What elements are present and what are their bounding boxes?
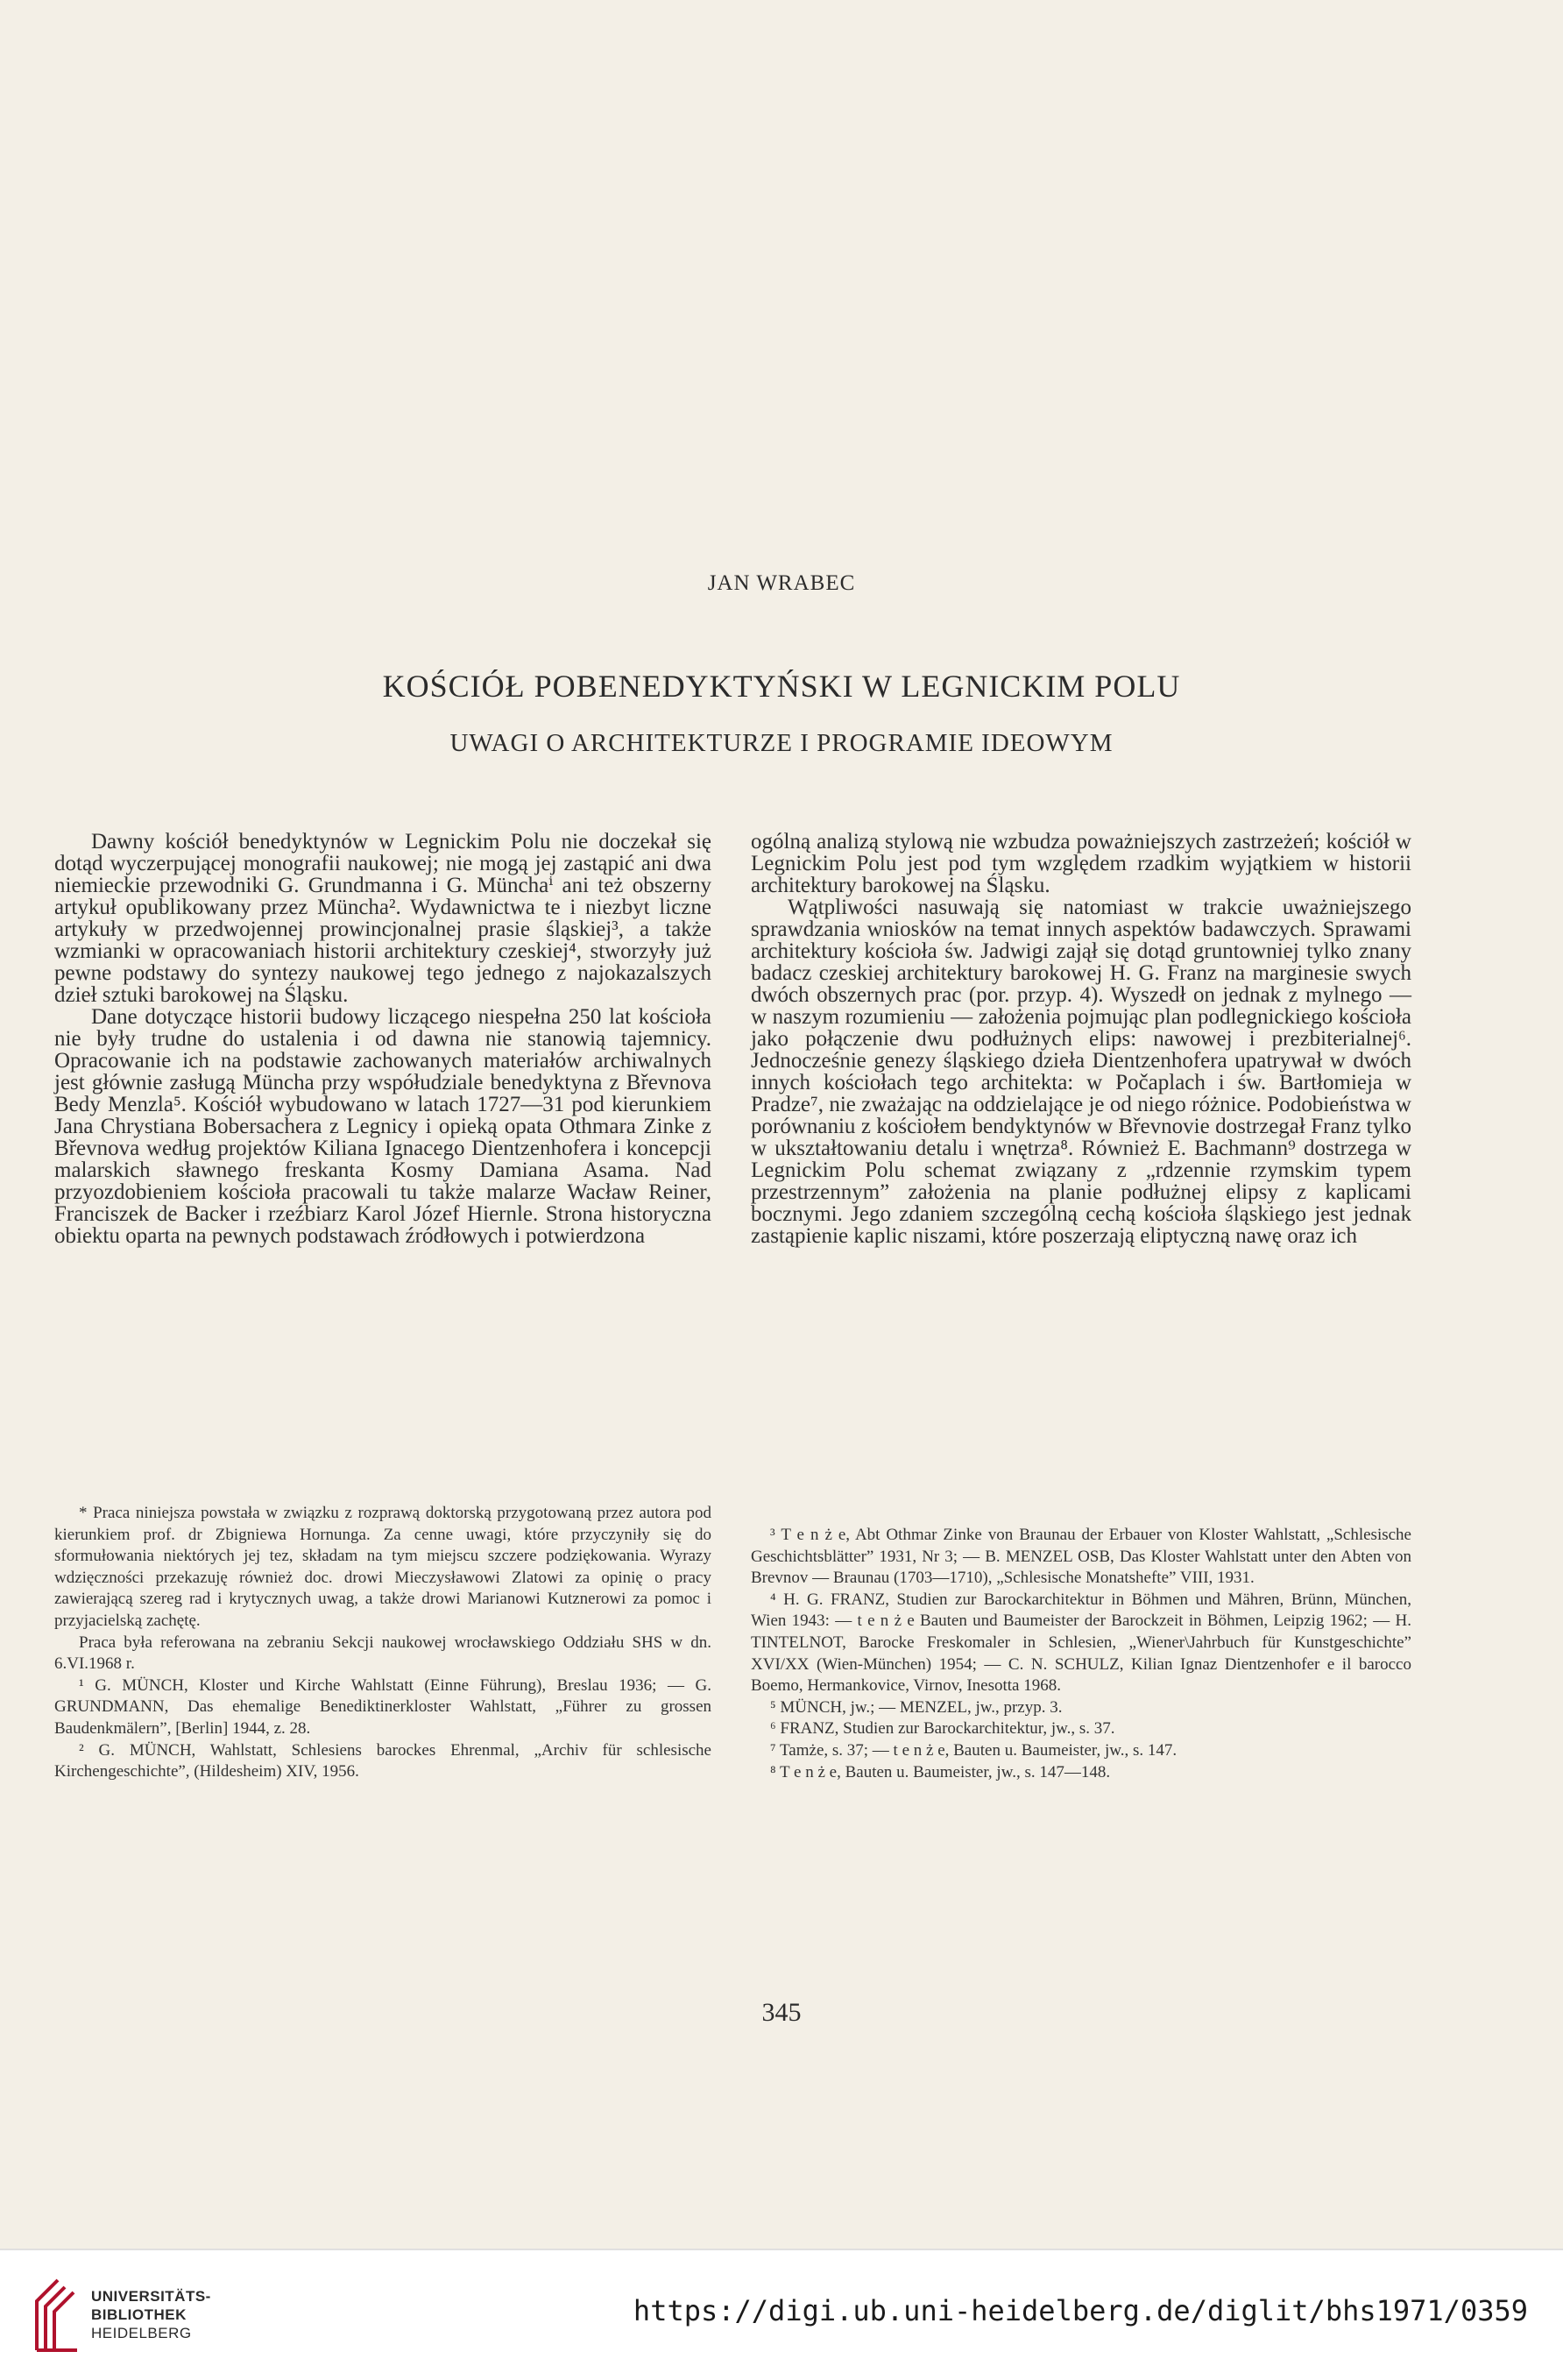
body-paragraph: Dawny kościół benedyktynów w Legnickim Polu nie doczekał się dotąd wyczerpującej monografii naukowej; nie mogą jej zastąpić ani dwa niemieckie przewodniki G. Grundmanna i G. Münchaⁱ ani też obszerny artykuł opublikowany przez Müncha². Wydawnictwa te i niezbyt liczne artykuły w przedwojennej prowincjonalnej prasie śląskiej³, a także wzmianki w opracowaniach historii architektury czeskiej⁴, stworzyły już pewne podstawy do syntezy naukowej tego jednego z najokazalszych dzieł sztuki barokowej na Śląsku. <box>54 830 711 1007</box>
footnote: * Praca niniejsza powstała w związku z rozprawą doktorską przygotowaną przez autora pod kierunkiem prof. dr Zbigniewa Hornunga. Za cenne uwagi, które przyczyniły się do sformułowania niektórych jej tez, składam na tym miejscu szczere podziękowania. Wyrazy wdzięczności przekazuję również doc. drowi Mieczysławowi Zlatowi za opinię o pracy zawierającą szereg rad i krytycznych uwag, a także drowi Marianowi Kutznerowi za pomoc i przyjacielską zachętę. <box>54 1504 711 1630</box>
footnote: ⁶ FRANZ, Studien zur Barockarchitektur, jw., s. 37. <box>770 1719 1115 1739</box>
footnotes-left <box>54 1503 711 1783</box>
body-paragraph: Dane dotyczące historii budowy liczącego niespełna 250 lat kościoła nie były trudne do ustalenia i od dawna nie stanowią tajemnicy. Opracowanie ich na podstawie zachowanych materiałów archiwalnych jest głównie zasługą Müncha przy współudziale benedyktyna z Břevnova Bedy Menzla⁵. Kościół wybudowano w latach 1727—31 pod kierunkiem Jana Chrystiana Bobersachera z Legnicy i opieką opata Othmara Zinke z Břevnova według projektów Kiliana Ignacego Dientzenhofera i koncepcji malarskich sławnego freskanta Kosmy Damiana Asama. Nad przyozdobieniem kościoła pracowali tu także malarze Wacław Reiner, Franciszek de Backer i rzeźbiarz Karol Józef Hiernle. Strona historyczna obiektu oparta na pewnych podstawach źródłowych i potwierdzona <box>54 1005 711 1248</box>
library-name-line: UNIVERSITÄTS- <box>91 2288 211 2305</box>
body-column-left <box>54 831 711 1247</box>
footnote: ² G. MÜNCH, Wahlstatt, Schlesiens barockes Ehrenmal, „Archiv für schlesische Kirchengeschichte”, (Hildesheim) XIV, 1956. <box>54 1740 711 1781</box>
footnote: ³ T e n ż e, Abt Othmar Zinke von Braunau der Erbauer von Kloster Wahlstatt, „Schlesische Geschichtsblätter” 1931, Nr 3; — B. MENZEL OSB, Das Kloster Wahlstatt unter den Abten von Brevnov — Braunau (1703—1710), „Schlesische Monatshefte” VIII, 1931. <box>751 1526 1411 1588</box>
library-name-line: HEIDELBERG <box>91 2325 192 2341</box>
body-column-right <box>751 831 1411 1247</box>
footnote: ⁷ Tamże, s. 37; — t e n ż e, Bauten u. Baumeister, jw., s. 147. <box>770 1740 1178 1760</box>
article-title: KOŚCIÓŁ POBENEDYKTYŃSKI W LEGNICKIM POLU <box>382 669 1181 704</box>
library-logo-icon <box>32 2277 82 2354</box>
viewer-footer <box>0 2249 1563 2380</box>
footnotes-right <box>751 1525 1411 1783</box>
footnote: Praca była referowana na zebraniu Sekcji naukowej wrocławskiego Oddziału SHS w dn. 6.VI.1968 r. <box>54 1633 711 1674</box>
author-name: JAN WRABEC <box>707 571 856 595</box>
article-subtitle: UWAGI O ARCHITEKTURZE I PROGRAMIE IDEOWYM <box>449 729 1114 757</box>
footnote: ⁴ H. G. FRANZ, Studien zur Barockarchitektur in Böhmen und Mähren, Brünn, München, Wien 1943: — t e n ż e Bauten und Baumeister der Barockzeit in Böhmen, Leipzig 1962; — H. TINTELNOT, Barocke Freskomaler in Schlesien, „Wiener\Jahrbuch für Kunstgeschichte” XVI/XX (Wien-München) 1954; — C. N. SCHULZ, Kilian Ignaz Dientzenhofer e il barocco Boemo, Hermankovice, Virnov, Inesotta 1968. <box>751 1590 1411 1696</box>
library-name <box>91 2287 211 2342</box>
body-paragraph: ogólną analizą stylową nie wzbudza poważniejszych zastrzeżeń; kościół w Legnickim Polu jest pod tym względem rzadkim wyjątkiem w historii architektury barokowej na Śląsku. <box>751 830 1411 897</box>
footnote: ⁵ MÜNCH, jw.; — MENZEL, jw., przyp. 3. <box>770 1697 1063 1717</box>
body-paragraph: Wątpliwości nasuwają się natomiast w trakcie uważniejszego sprawdzania wniosków na temat innych aspektów badawczych. Sprawami architektury kościoła św. Jadwigi zajął się dotąd gruntowniej tylko znany badacz czeskiej architektury barokowej H. G. Franz na marginesie swych dwóch obszernych prac (por. przyp. 4). Wyszedł on jednak z mylnego — w naszym rozumieniu — założenia pojmując plan podlegnickiego kościoła jako połączenie dwu podłużnych elips: nawowej i prezbiterialnej⁶. Jednocześnie genezy śląskiego dzieła Dientzenhofera upatrywał w dwóch innych kościołach tego architekta: w Počaplach i św. Bartłomieja w Pradze⁷, nie zważając na oddzielające je od niego różnice. Podobieństwa w porównaniu z kościołem bendyktynów w Břevnovie dostrzegał Franz tylko w ukształtowaniu detalu i wnętrza⁸. Również E. Bachmann⁹ dostrzega w Legnickim Polu schemat związany z „rdzennie rzymskim typem przestrzennym” założenia na planie podłużnej elipsy z kaplicami bocznymi. Jego zdaniem szczególną cechą kościoła śląskiego jest jednak zastąpienie kaplic niszami, które poszerzają eliptyczną nawę oraz ich <box>751 896 1411 1248</box>
library-name-line: BIBLIOTHEK <box>91 2306 187 2323</box>
permalink-url[interactable]: https://digi.ub.uni-heidelberg.de/diglit/bhs1971/0359 <box>633 2294 1528 2327</box>
footnote: ¹ G. MÜNCH, Kloster und Kirche Wahlstatt (Einne Führung), Breslau 1936; — G. GRUNDMANN, Das ehemalige Benediktinerkloster Wahlstatt, „Führer zu grossen Baudenkmälern”, [Berlin] 1944, z. 28. <box>54 1675 711 1738</box>
footnote: ⁸ T e n ż e, Bauten u. Baumeister, jw., s. 147—148. <box>770 1762 1111 1781</box>
page-number: 345 <box>761 1998 802 2027</box>
